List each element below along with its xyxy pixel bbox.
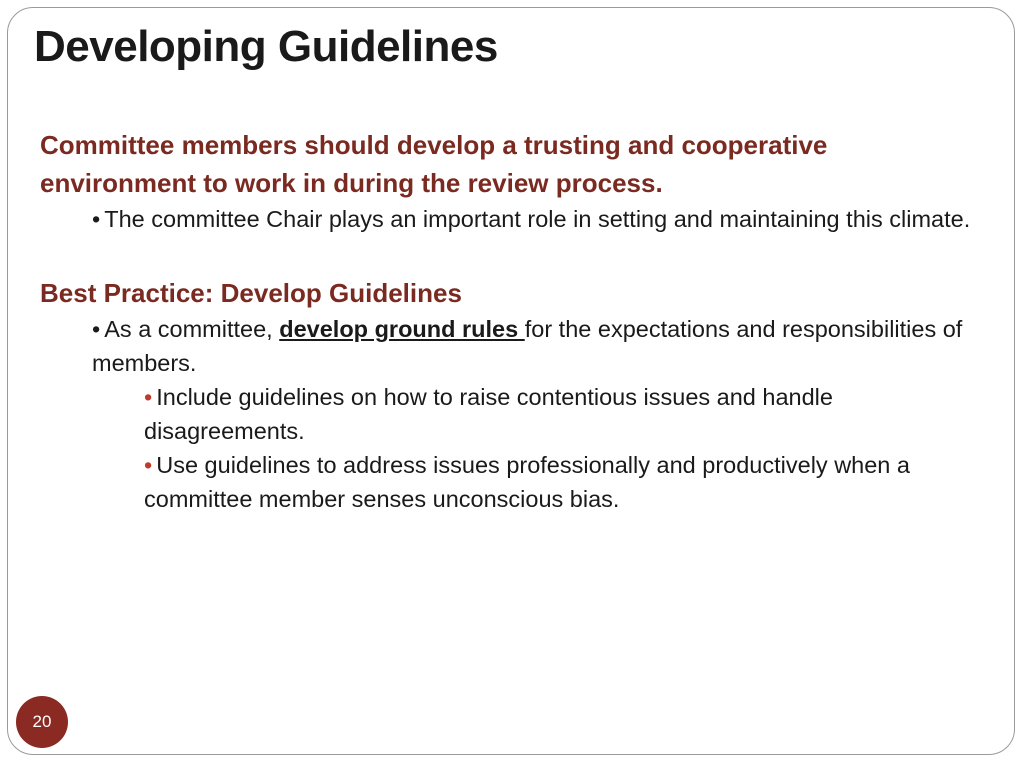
slide-content: [40, 126, 980, 516]
section2-bullet: [92, 312, 980, 380]
page-number-badge: 20: [16, 696, 68, 748]
section1-bullet: [92, 202, 980, 236]
bullet-dot-icon: •: [144, 452, 153, 478]
section1-heading: Committee members should develop a trusting and cooperative environment to work in during the review process.: [40, 130, 828, 198]
slide-title: Developing Guidelines: [34, 22, 498, 71]
section2-bullet-suffix: for the expectations and responsibilities of members.: [92, 316, 963, 376]
bullet-dot-icon: •: [92, 316, 101, 342]
spacer: [40, 236, 980, 274]
sub-bullet-1-text: Include guidelines on how to raise contentious issues and handle disagreements.: [144, 384, 833, 444]
bullet-dot-icon: •: [92, 206, 101, 232]
sub-bullet-2-text: Use guidelines to address issues professionally and productively when a committee member senses unconscious bias.: [144, 452, 910, 512]
sub-bullet-1: [144, 380, 980, 448]
section2-heading: Best Practice: Develop Guidelines: [40, 278, 462, 308]
section2-bullet-prefix: As a committee,: [104, 316, 280, 342]
sub-bullet-2: [144, 448, 980, 516]
bullet-dot-icon: •: [144, 384, 153, 410]
section1-bullet-text: The committee Chair plays an important role in setting and maintaining this climate.: [104, 206, 971, 232]
section2-bullet-emphasis: develop ground rules: [279, 316, 525, 342]
